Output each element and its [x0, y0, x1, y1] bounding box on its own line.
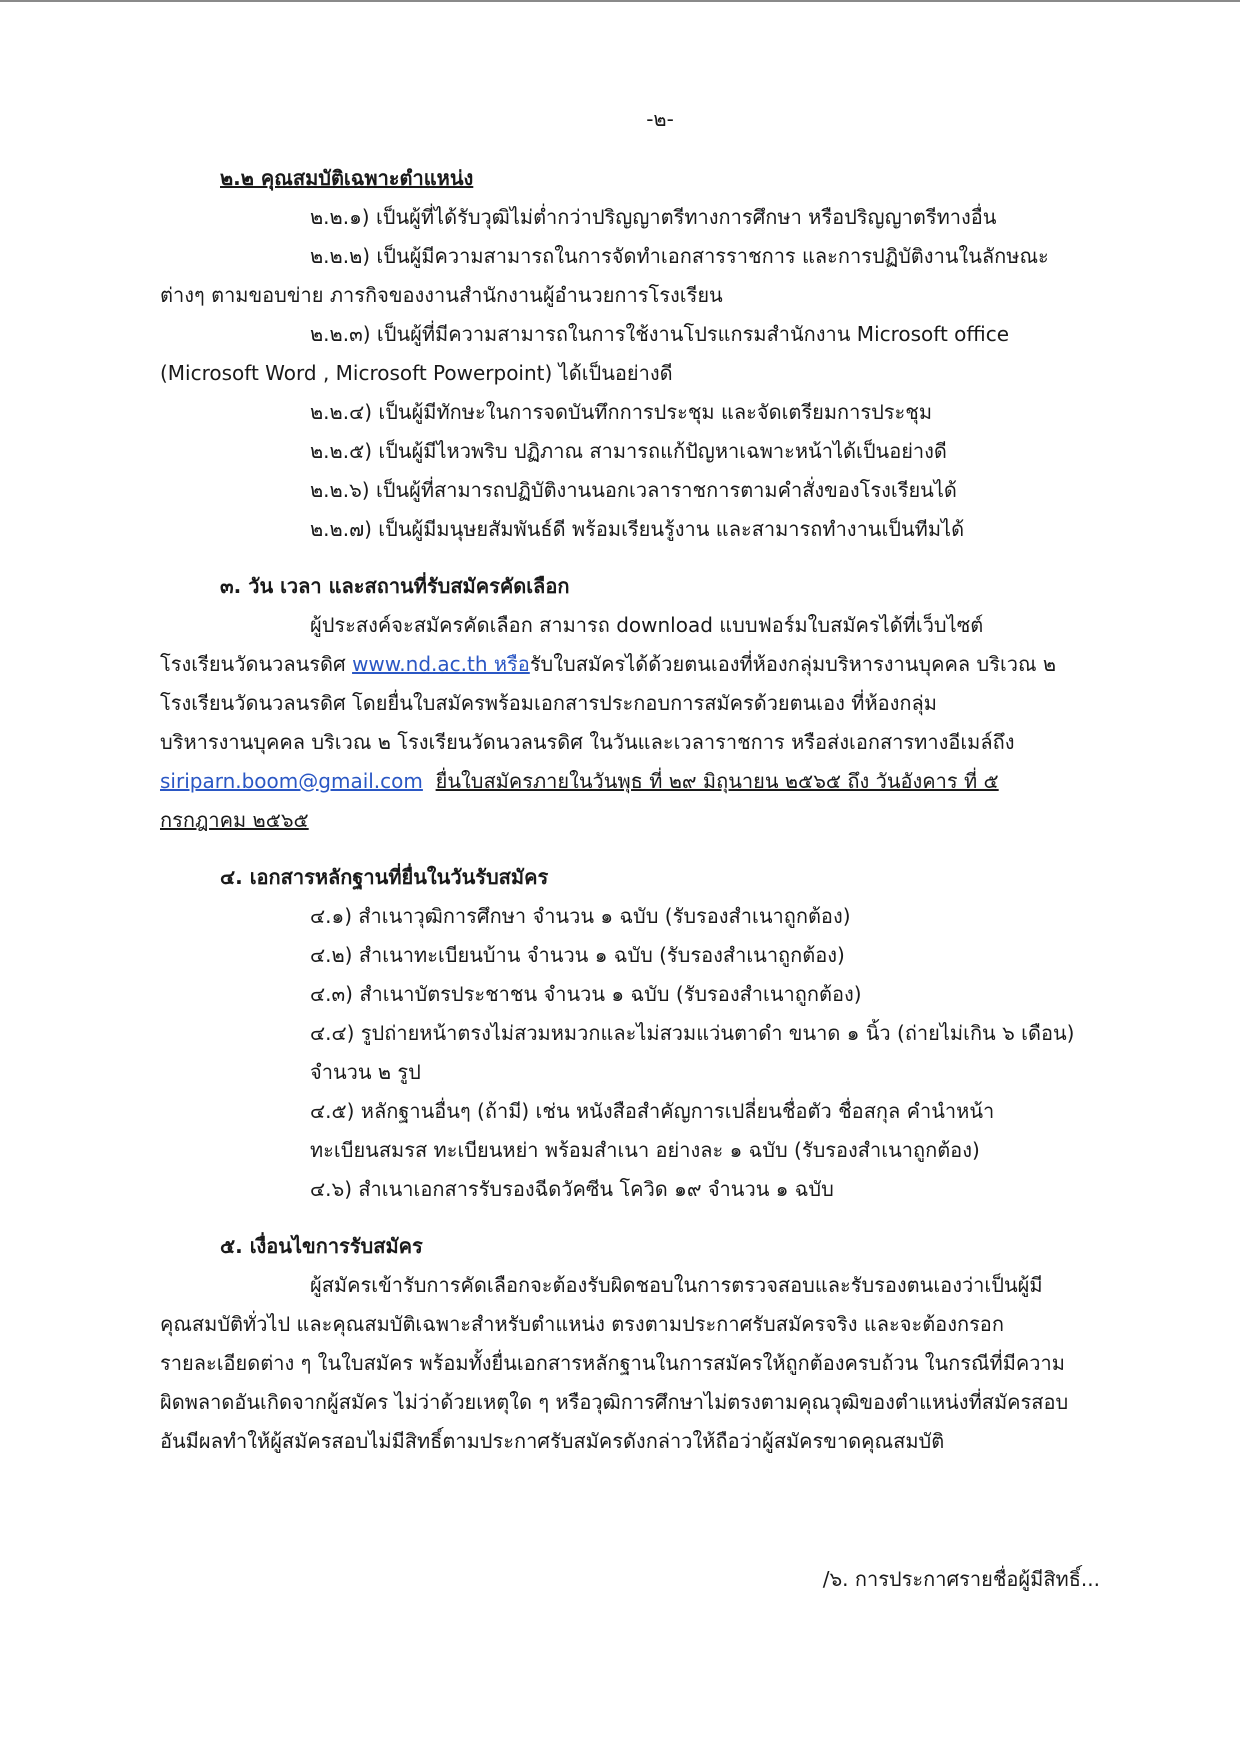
section-5-line-4: ผิดพลาดอันเกิดจากผู้สมัคร ไม่ว่าด้วยเหตุใด ๆ หรือวุฒิการศึกษาไม่ตรงตามคุณวุฒิของตำแหน่งที่สมัครสอบ	[160, 1390, 1069, 1414]
item-2-2-7: ๒.๒.๗) เป็นผู้มีมนุษยสัมพันธ์ดี พร้อมเรียนรู้งาน และสามารถทำงานเป็นทีมได้	[310, 517, 965, 541]
section-5-body	[160, 1266, 1100, 1461]
section-3-body	[160, 606, 1100, 840]
section-5-line-5: อันมีผลทำให้ผู้สมัครสอบไม่มีสิทธิ์ตามประกาศรับสมัครดังกล่าวให้ถือว่าผู้สมัครขาดคุณสมบัติ	[160, 1429, 945, 1453]
item-4-1: ๔.๑) สำเนาวุฒิการศึกษา จำนวน ๑ ฉบับ (รับรองสำเนาถูกต้อง)	[310, 904, 851, 928]
item-2-2-2: ๒.๒.๒) เป็นผู้มีความสามารถในการจัดทำเอกสารราชการ และการปฏิบัติงานในลักษณะ	[310, 244, 1049, 268]
scan-edge-line	[0, 0, 1240, 2]
item-2-2-4: ๒.๒.๔) เป็นผู้มีทักษะในการจดบันทึกการประชุม และจัดเตรียมการประชุม	[310, 400, 933, 424]
email-link[interactable]: siriparn.boom@gmail.com	[160, 769, 423, 793]
school-name-text: โรงเรียนวัดนวลนรดิศ	[160, 652, 353, 676]
section-2-2-heading	[160, 159, 1100, 198]
item-2-2-6: ๒.๒.๖) เป็นผู้ที่สามารถปฏิบัติงานนอกเวลาราชการตามคำสั่งของโรงเรียนได้	[310, 478, 957, 502]
section-3-line-1: ผู้ประสงค์จะสมัครคัดเลือก สามารถ download แบบฟอร์มใบสมัครได้ที่เว็บไซต์	[310, 613, 984, 637]
item-4-2: ๔.๒) สำเนาทะเบียนบ้าน จำนวน ๑ ฉบับ (รับรองสำเนาถูกต้อง)	[310, 943, 845, 967]
website-link[interactable]: www.nd.ac.th หรือ	[352, 652, 530, 676]
section-5-line-3: รายละเอียดต่าง ๆ ในใบสมัคร พร้อมทั้งยื่นเอกสารหลักฐานในการสมัครให้ถูกต้องครบถ้วน ในกรณีที่มีความ	[160, 1351, 1065, 1375]
item-4-3: ๔.๓) สำเนาบัตรประชาชน จำนวน ๑ ฉบับ (รับรองสำเนาถูกต้อง)	[310, 982, 862, 1006]
deadline-text-cont: กรกฎาคม ๒๕๖๕	[160, 808, 309, 832]
section-3-line-5	[160, 762, 1100, 801]
item-4-4: ๔.๔) รูปถ่ายหน้าตรงไม่สวมหมวกและไม่สวมแว่นตาดำ ขนาด ๑ นิ้ว (ถ่ายไม่เกิน ๖ เดือน)	[310, 1021, 1075, 1045]
document-page	[160, 100, 1100, 1461]
item-2-2-3: ๒.๒.๓) เป็นผู้ที่มีความสามารถในการใช้งานโปรแกรมสำนักงาน Microsoft office	[310, 322, 1010, 346]
item-4-4-cont: จำนวน ๒ รูป	[310, 1060, 421, 1084]
section-5-line-2: คุณสมบัติทั่วไป และคุณสมบัติเฉพาะสำหรับตำแหน่ง ตรงตามประกาศรับสมัครจริง และจะต้องกรอก	[160, 1312, 1004, 1336]
section-3-line-6	[160, 801, 1100, 840]
item-4-5: ๔.๕) หลักฐานอื่นๆ (ถ้ามี) เช่น หนังสือสำคัญการเปลี่ยนชื่อตัว ชื่อสกุล คำนำหน้า	[310, 1099, 995, 1123]
continuation-footer: /๖. การประกาศรายชื่อผู้มีสิทธิ์...	[822, 1567, 1100, 1591]
item-2-2-1: ๒.๒.๑) เป็นผู้ที่ได้รับวุฒิไม่ต่ำกว่าปริญญาตรีทางการศึกษา หรือปริญญาตรีทางอื่น	[310, 205, 997, 229]
item-4-5-cont: ทะเบียนสมรส ทะเบียนหย่า พร้อมสำเนา อย่างละ ๑ ฉบับ (รับรองสำเนาถูกต้อง)	[310, 1138, 980, 1162]
item-4-6: ๔.๖) สำเนาเอกสารรับรองฉีดวัคซีน โควิด ๑๙ จำนวน ๑ ฉบับ	[310, 1177, 834, 1201]
section-5-line-1: ผู้สมัครเข้ารับการคัดเลือกจะต้องรับผิดชอบในการตรวจสอบและรับรองตนเองว่าเป็นผู้มี	[310, 1273, 1043, 1297]
item-2-2-2-cont: ต่างๆ ตามขอบข่าย ภารกิจของงานสำนักงานผู้อำนวยการโรงเรียน	[160, 283, 723, 307]
section-5-heading: ๕. เงื่อนไขการรับสมัคร	[220, 1234, 423, 1258]
section-3-line-4: บริหารงานบุคคล บริเวณ ๒ โรงเรียนวัดนวลนรดิศ ในวันและเวลาราชการ หรือส่งเอกสารทางอีเมล์ถึง	[160, 730, 1015, 754]
deadline-text: ยื่นใบสมัครภายในวันพุธ ที่ ๒๙ มิถุนายน ๒๕๖๕ ถึง วันอังคาร ที่ ๕	[435, 769, 999, 793]
section-3-heading: ๓. วัน เวลา และสถานที่รับสมัครคัดเลือก	[220, 574, 570, 598]
section-3-line-2	[160, 645, 1100, 684]
section-3-line-2-rest: รับใบสมัครได้ด้วยตนเองที่ห้องกลุ่มบริหารงานบุคคล บริเวณ ๒	[529, 652, 1057, 676]
section-2-2-heading-text: ๒.๒ คุณสมบัติเฉพาะตำแหน่ง	[220, 166, 474, 190]
section-4-heading: ๔. เอกสารหลักฐานที่ยื่นในวันรับสมัคร	[220, 865, 549, 889]
section-3-line-3: โรงเรียนวัดนวลนรดิศ โดยยื่นใบสมัครพร้อมเอกสารประกอบการสมัครด้วยตนเอง ที่ห้องกลุ่ม	[160, 691, 937, 715]
item-2-2-3-cont: (Microsoft Word , Microsoft Powerpoint) ได้เป็นอย่างดี	[160, 361, 673, 385]
item-2-2-5: ๒.๒.๕) เป็นผู้มีไหวพริบ ปฏิภาณ สามารถแก้ปัญหาเฉพาะหน้าได้เป็นอย่างดี	[310, 439, 947, 463]
page-number: -๒-	[646, 107, 674, 131]
